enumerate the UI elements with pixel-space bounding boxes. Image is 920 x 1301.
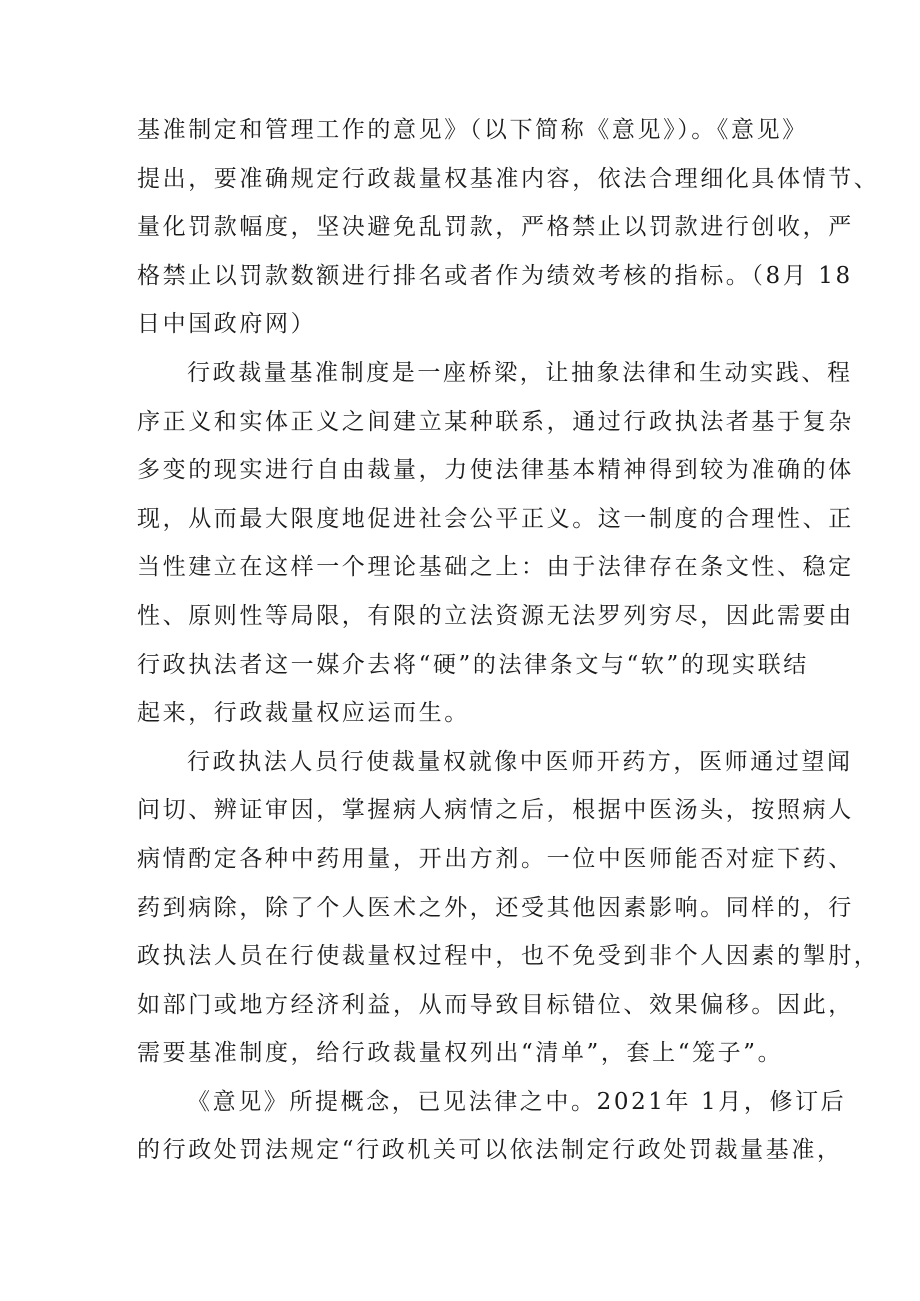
- text-line: 多变的现实进行自由裁量，力使法律基本精神得到较为准确的体: [137, 457, 854, 484]
- text-line: 格禁止以罚款数额进行排名或者作为绩效考核的指标。（8月 18: [137, 262, 853, 289]
- text-line: 药到病除，除了个人医术之外，还受其他因素影响。同样的，行: [137, 894, 854, 921]
- text-line: 行政执法者这一媒介去将“硬”的法律条文与“软”的现实联结: [137, 651, 809, 678]
- paragraph-2: [137, 349, 854, 738]
- text-line: 起来，行政裁量权应运而生。: [137, 700, 470, 727]
- text-line: 量化罚款幅度，坚决避免乱罚款，严格禁止以罚款进行创收，严: [137, 214, 854, 241]
- text-line: 行政执法人员行使裁量权就像中医师开药方，医师通过望闻: [187, 748, 853, 775]
- text-line: 《意见》所提概念，已见法律之中。2021年 1月，修订后: [187, 1088, 847, 1115]
- document-body: [137, 106, 880, 1175]
- paragraph-3: [137, 738, 880, 1078]
- text-line: 行政裁量基准制度是一座桥梁，让抽象法律和生动实践、程: [187, 359, 853, 386]
- text-line: 序正义和实体正义之间建立某种联系，通过行政执法者基于复杂: [137, 408, 854, 435]
- text-line: 日中国政府网）: [137, 311, 317, 338]
- text-line: 性、原则性等局限，有限的立法资源无法罗列穷尽，因此需要由: [137, 602, 854, 629]
- text-line: 病情酌定各种中药用量，开出方剂。一位中医师能否对症下药、: [137, 845, 854, 872]
- text-line: 基准制定和管理工作的意见》（以下简称《意见》）。《意见》: [137, 117, 808, 143]
- text-line: 的行政处罚法规定“行政机关可以依法制定行政处罚裁量基准，: [137, 1137, 843, 1164]
- text-line: 政执法人员在行使裁量权过程中，也不免受到非个人因素的掣肘，: [137, 943, 880, 970]
- text-line: 如部门或地方经济利益，从而导致目标错位、效果偏移。因此，: [137, 991, 854, 1018]
- text-line: 问切、辨证审因，掌握病人病情之后，根据中医汤头，按照病人: [137, 797, 854, 824]
- text-line: 当性建立在这样一个理论基础之上：由于法律存在条文性、稳定: [137, 554, 854, 581]
- paragraph-1: [137, 106, 880, 349]
- text-line: 提出，要准确规定行政裁量权基准内容，依法合理细化具体情节、: [137, 165, 880, 192]
- text-line: 现，从而最大限度地促进社会公平正义。这一制度的合理性、正: [137, 505, 854, 532]
- paragraph-4: [137, 1078, 847, 1175]
- text-line: 需要基准制度，给行政裁量权列出“清单”，套上“笼子”。: [137, 1040, 784, 1067]
